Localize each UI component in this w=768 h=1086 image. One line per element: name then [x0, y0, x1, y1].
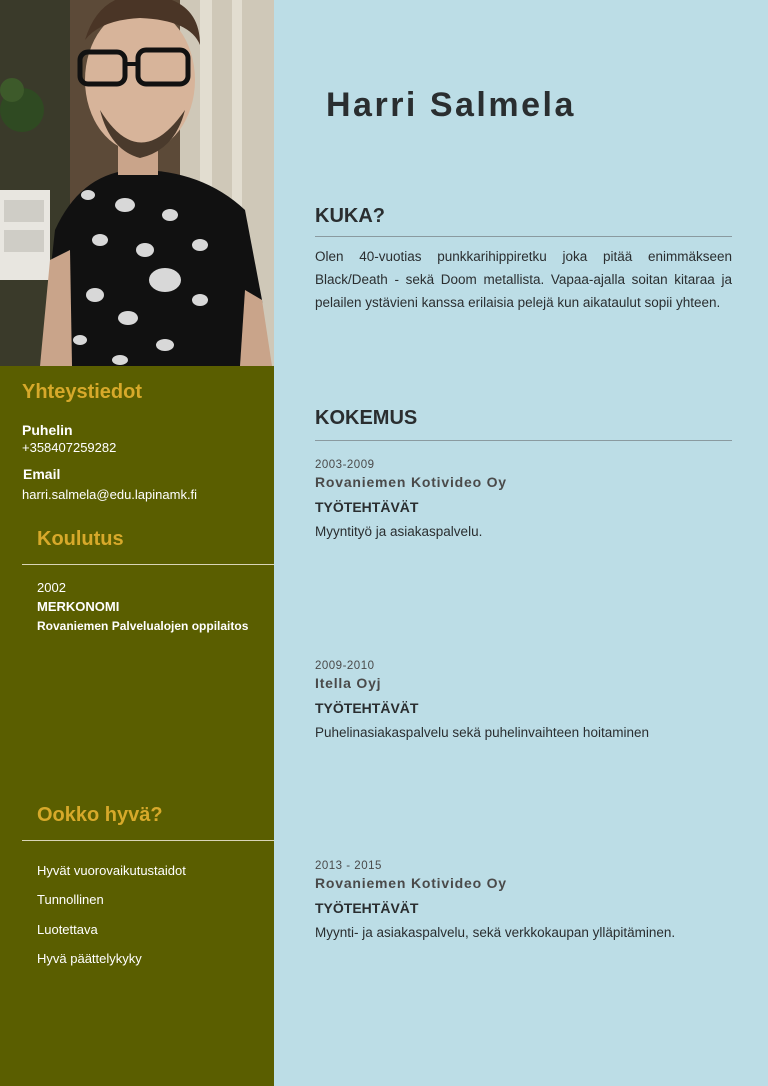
job-company: Rovaniemen Kotivideo Oy [315, 474, 507, 490]
job-entry [315, 660, 732, 740]
skills-divider [22, 840, 274, 841]
job-description: Puhelinasiakaspalvelu sekä puhelinvaihteen hoitaminen [315, 725, 649, 740]
job-years: 2003-2009 [315, 459, 375, 471]
profile-photo [0, 0, 274, 366]
job-years: 2013 - 2015 [315, 860, 382, 872]
person-name: Harri Salmela [326, 86, 576, 124]
skill-item: Tunnollinen [37, 892, 104, 907]
job-entry [315, 459, 732, 539]
education-degree: MERKONOMI [37, 599, 120, 614]
email-label: Email [23, 466, 61, 482]
job-company: Itella Oyj [315, 675, 382, 691]
experience-heading: KOKEMUS [315, 407, 418, 429]
about-heading: KUKA? [315, 205, 385, 227]
job-duties-label: TYÖTEHTÄVÄT [315, 499, 419, 515]
education-heading: Koulutus [37, 528, 124, 550]
education-school: Rovaniemen Palvelualojen oppilaitos [37, 619, 249, 633]
job-duties-label: TYÖTEHTÄVÄT [315, 900, 419, 916]
about-text: Olen 40-vuotias punkkarihippiretku joka pitää enimmäkseen Black/Death - sekä Doom metallista. Vapaa-ajalla soitan kitaraa ja pelailen ystävieni kanssa erilaisia pelejä kun aikataulut sopii yhteen. [315, 249, 732, 310]
phone-label: Puhelin [22, 422, 73, 438]
experience-divider [315, 440, 732, 441]
skill-item: Hyvä päättelykyky [37, 951, 142, 966]
job-duties-label: TYÖTEHTÄVÄT [315, 700, 419, 716]
about-divider [315, 236, 732, 237]
job-years: 2009-2010 [315, 660, 375, 672]
skill-item: Hyvät vuorovaikutustaidot [37, 863, 186, 878]
phone-value: +358407259282 [22, 440, 117, 455]
skill-item: Luotettava [37, 922, 98, 937]
sidebar [0, 0, 274, 1086]
job-description: Myyntityö ja asiakaspalvelu. [315, 524, 483, 539]
job-company: Rovaniemen Kotivideo Oy [315, 875, 507, 891]
contact-heading: Yhteystiedot [22, 381, 143, 403]
education-divider [22, 564, 274, 565]
education-year: 2002 [37, 580, 66, 595]
job-description: Myynti- ja asiakaspalvelu, sekä verkkokaupan ylläpitäminen. [315, 925, 676, 940]
email-value: harri.salmela@edu.lapinamk.fi [22, 487, 198, 502]
skills-heading: Ookko hyvä? [37, 804, 163, 826]
job-entry [315, 860, 732, 940]
